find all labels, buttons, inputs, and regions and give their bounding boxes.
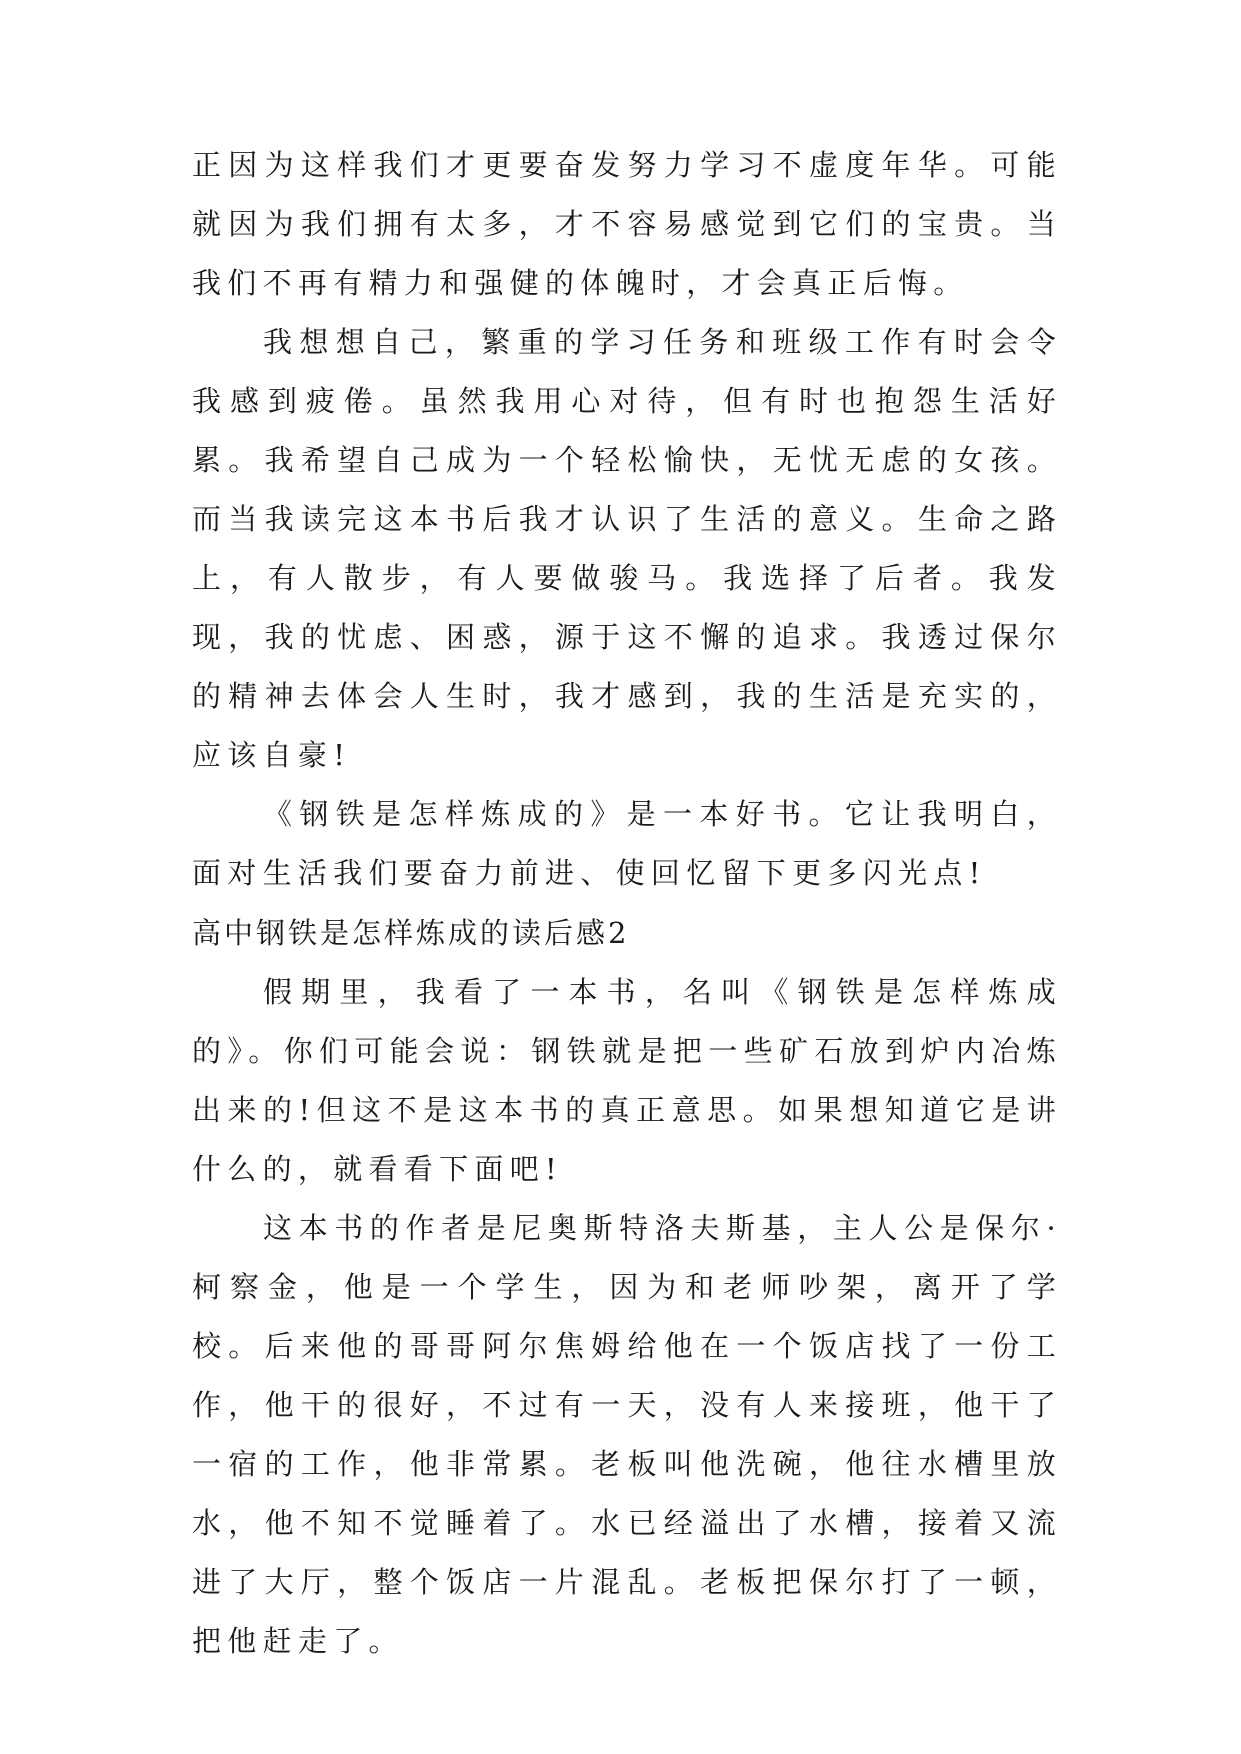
paragraph: 假期里，我看了一本书，名叫《钢铁是怎样炼成的》。你们可能会说：钢铁就是把一些矿石放到炉内冶炼出来的!但这不是这本书的真正意思。如果想知道它是讲什么的，就看看下面吧!: [192, 975, 1062, 1186]
paragraph: 《钢铁是怎样炼成的》是一本好书。它让我明白，面对生活我们要奋力前进、使回忆留下更多闪光点!: [192, 797, 1062, 890]
paragraph-continuation: 正因为这样我们才更要奋发努力学习不虚度年华。可能就因为我们拥有太多，才不容易感觉到它们的宝贵。当我们不再有精力和强健的体魄时，才会真正后悔。: [192, 148, 1062, 300]
paragraph: 这本书的作者是尼奥斯特洛夫斯基，主人公是保尔·柯察金，他是一个学生，因为和老师吵架，离开了学校。后来他的哥哥阿尔焦姆给他在一个饭店找了一份工作，他干的很好，不过有一天，没有人来接班，他干了一宿的工作，他非常累。老板叫他洗碗，他往水槽里放水，他不知不觉睡着了。水已经溢出了水槽，接着又流进了大厅，整个饭店一片混乱。老板把保尔打了一顿，把他赶走了。: [192, 1211, 1062, 1658]
section-title: 高中钢铁是怎样炼成的读后感2: [192, 916, 630, 950]
paragraph: 我想想自己，繁重的学习任务和班级工作有时会令我感到疲倦。虽然我用心对待，但有时也抱怨生活好累。我希望自己成为一个轻松愉快，无忧无虑的女孩。而当我读完这本书后我才认识了生活的意义。生命之路上，有人散步，有人要做骏马。我选择了后者。我发现，我的忧虑、困惑，源于这不懈的追求。我透过保尔的精神去体会人生时，我才感到，我的生活是充实的，应该自豪!: [192, 325, 1062, 772]
document-body: [192, 136, 1062, 1671]
